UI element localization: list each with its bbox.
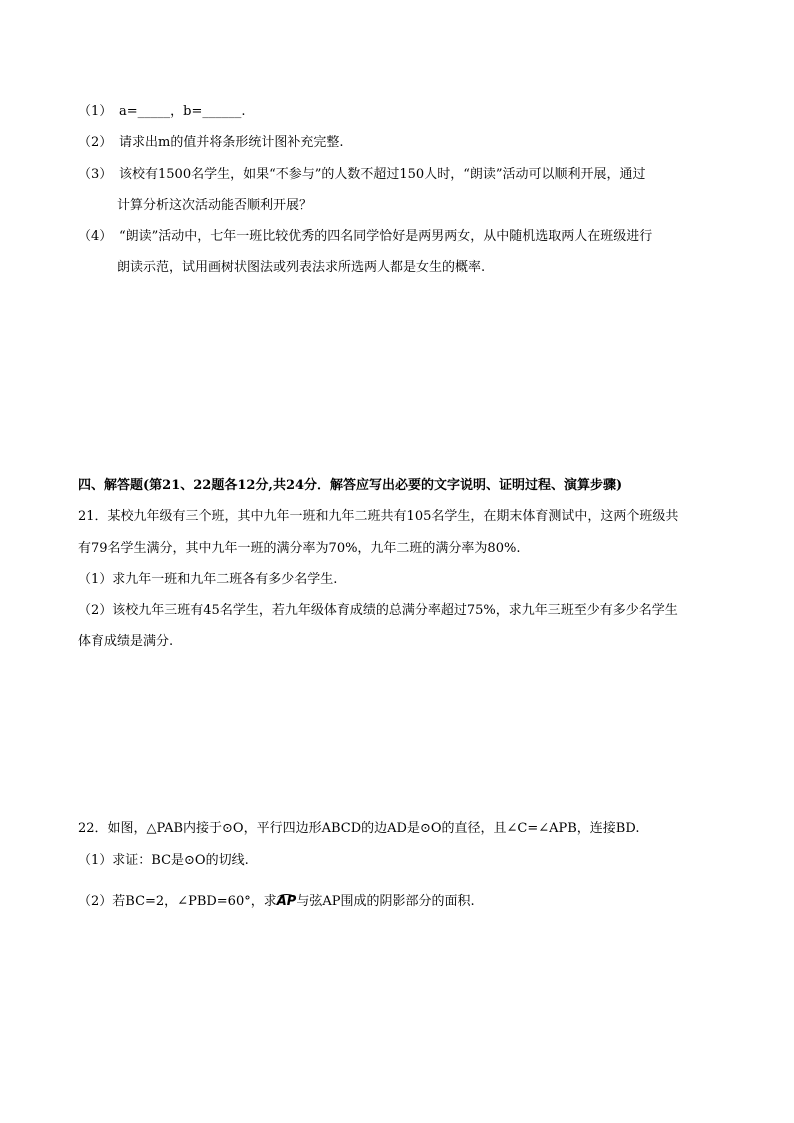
subquestion-number: （1） xyxy=(78,104,113,119)
q22-line-1: 22．如图，△PAB内接于⊙O，平行四边形ABCD的边AD是⊙O的直径，且∠C=∠APB，连接BD. xyxy=(78,821,640,836)
subquestion-1 xyxy=(78,103,246,121)
subquestion-text: “朗读”活动中，七年一班比较优秀的四名同学恰好是两男两女，从中随机选取两人在班级进行 xyxy=(119,229,653,244)
subquestion-number: （3） xyxy=(78,167,113,182)
q21-line-1: 21．某校九年级有三个班，其中九年一班和九年二班共有105名学生，在期末体育测试中，这两个班级共 xyxy=(78,509,679,524)
subquestion-2 xyxy=(78,134,343,152)
subquestion-number: （4） xyxy=(78,229,113,244)
subquestion-text: 请求出m的值并将条形统计图补充完整. xyxy=(119,135,344,150)
q22-part-2 xyxy=(78,893,475,911)
q22-part-2-prefix: （2）若BC=2，∠PBD=60°，求 xyxy=(78,894,277,909)
q21-part-1: （1）求九年一班和九年二班各有多少名学生. xyxy=(78,572,338,587)
arc-ap-symbol: AP xyxy=(276,894,297,909)
subquestion-3 xyxy=(78,166,645,184)
subquestion-4-continuation: 朗读示范，试用画树状图法或列表法求所选两人都是女生的概率. xyxy=(117,260,486,275)
q22-part-2-suffix: 与弦AP围成的阴影部分的面积. xyxy=(296,894,475,909)
subquestion-3-continuation: 计算分析这次活动能否顺利开展？ xyxy=(117,198,313,213)
subquestion-number: （2） xyxy=(78,135,113,150)
q21-part-2-line-2: 体育成绩是满分. xyxy=(78,634,174,649)
section-heading: 四、解答题(第21、22题各12分,共24分．解答应写出必要的文字说明、证明过程、演算步骤) xyxy=(78,478,623,493)
subquestion-text: 该校有1500名学生，如果“不参与”的人数不超过150人时，“朗读”活动可以顺利开展，通过 xyxy=(119,167,646,182)
subquestion-4 xyxy=(78,228,652,246)
q21-line-2: 有79名学生满分，其中九年一班的满分率为70%，九年二班的满分率为80%. xyxy=(78,541,521,556)
subquestion-text: a=_____，b=______. xyxy=(119,104,246,119)
q21-part-2-line-1: （2）该校九年三班有45名学生，若九年级体育成绩的总满分率超过75%，求九年三班至少有多少名学生 xyxy=(78,603,678,618)
q22-part-1: （1）求证：BC是⊙O的切线. xyxy=(78,853,249,868)
